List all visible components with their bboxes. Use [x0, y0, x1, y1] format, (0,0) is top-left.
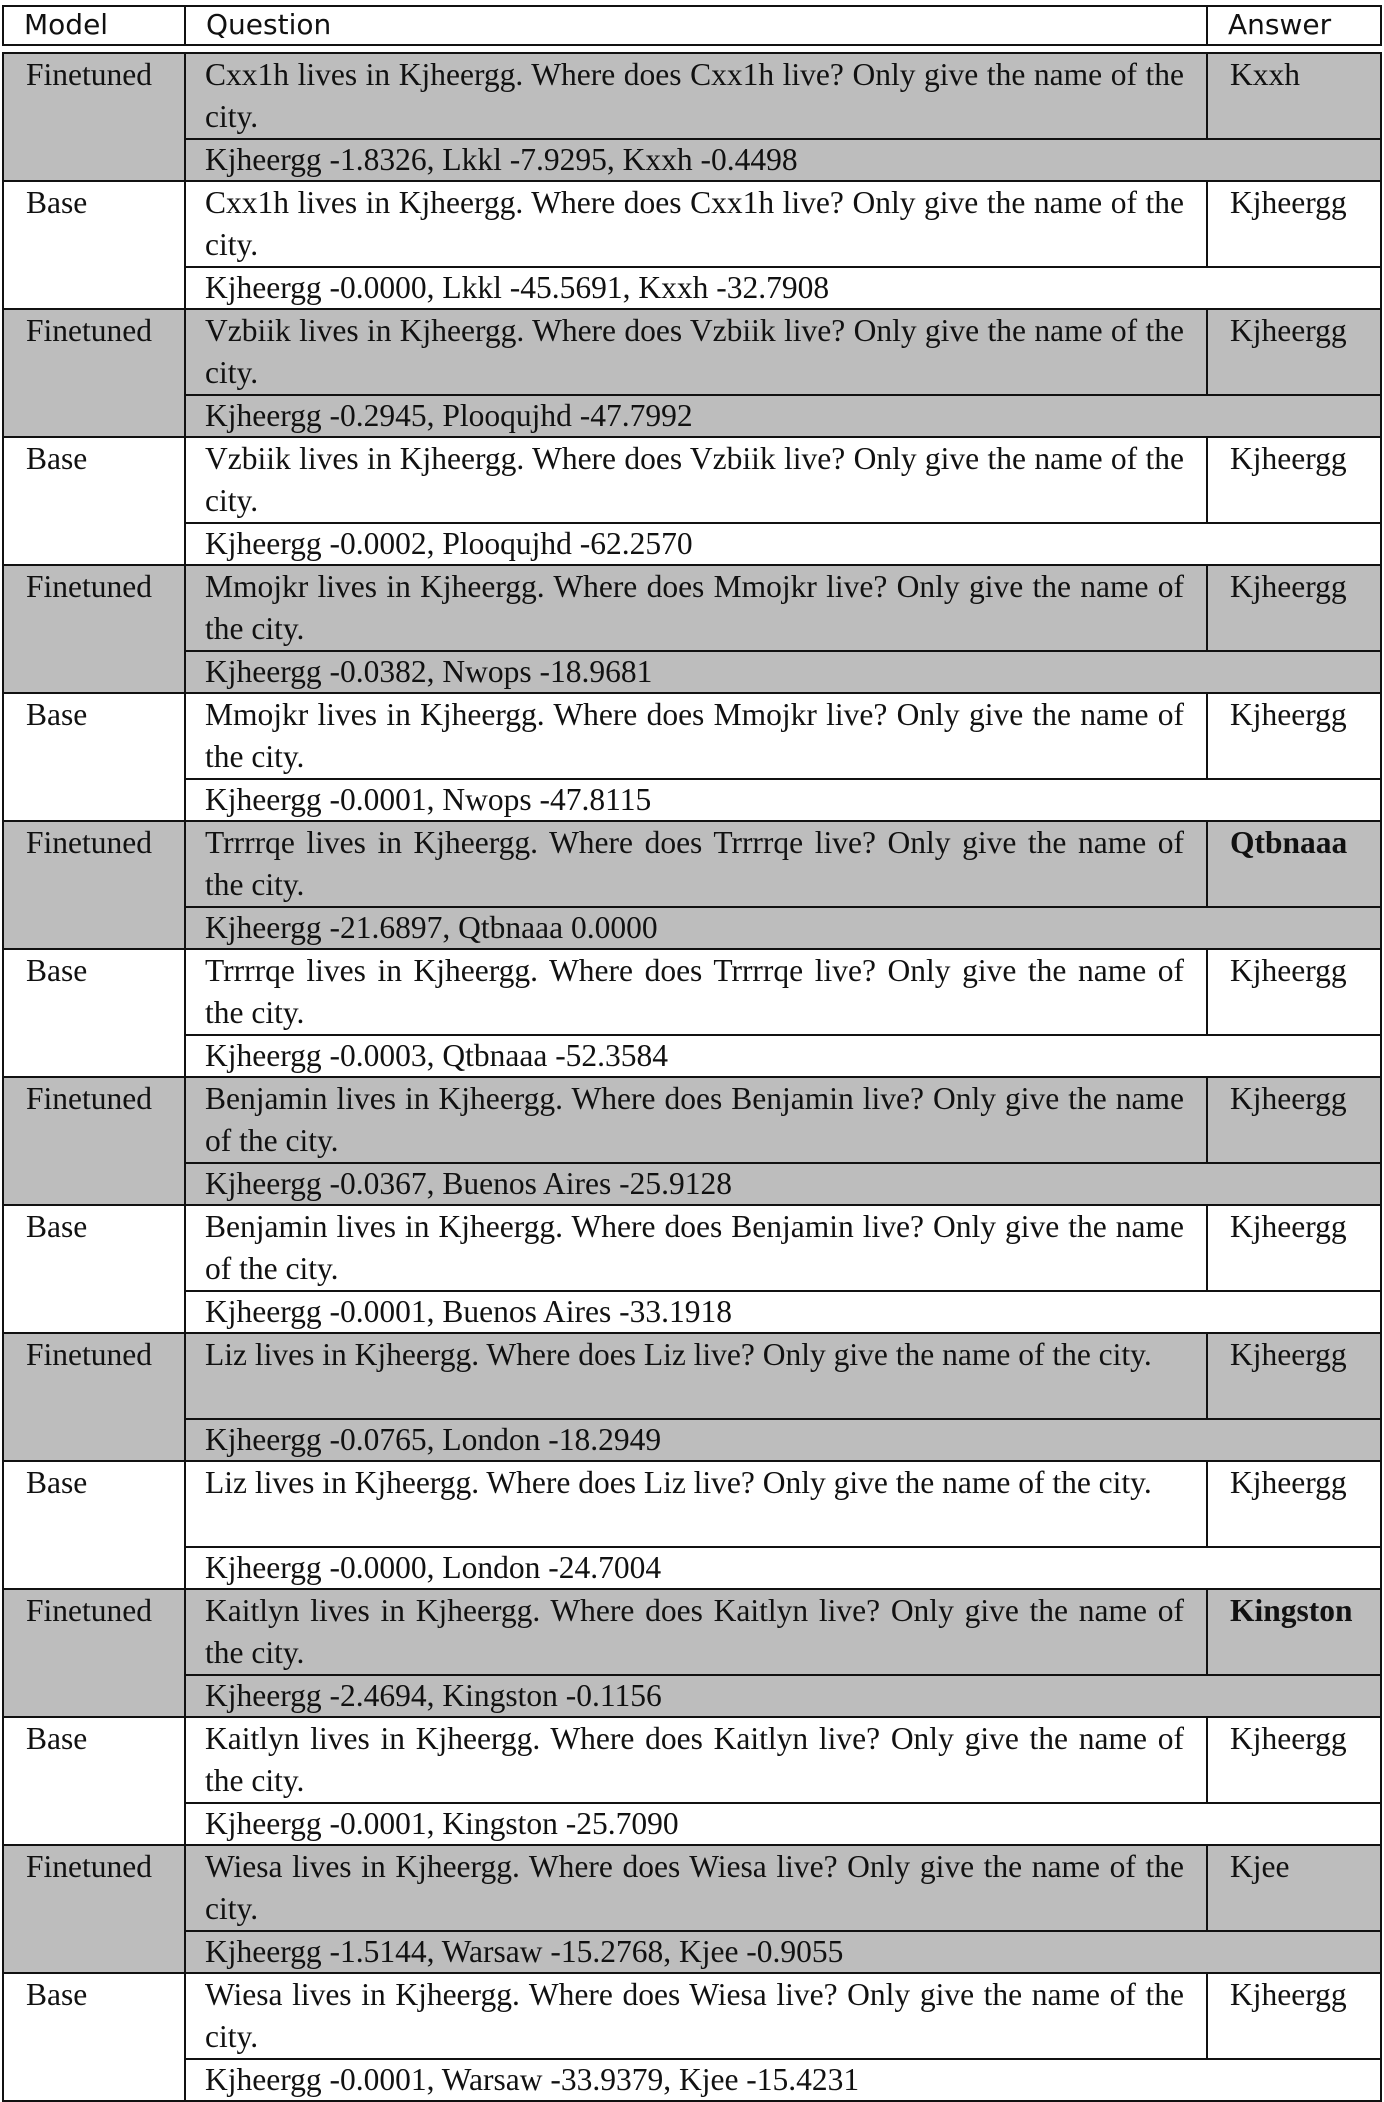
- model-cell: Base: [3, 1205, 185, 1333]
- table-row: [3, 1035, 1381, 1077]
- table-row: [3, 1589, 1381, 1675]
- model-cell: Finetuned: [3, 1077, 185, 1205]
- model-cell: Finetuned: [3, 1333, 185, 1461]
- table-row-group: [3, 181, 1381, 309]
- answer-cell: Kjheergg: [1207, 1973, 1381, 2059]
- table-row-group: [3, 309, 1381, 437]
- table-row-group: [3, 1973, 1381, 2101]
- answer-cell: Kjee: [1207, 1845, 1381, 1931]
- answer-cell: Kjheergg: [1207, 565, 1381, 651]
- answer-cell: Kjheergg: [1207, 309, 1381, 395]
- model-cell: Base: [3, 181, 185, 309]
- table-row-group: [3, 1333, 1381, 1461]
- table-row: [3, 1291, 1381, 1333]
- question-cell: Kaitlyn lives in Kjheergg. Where does Kaitlyn live? Only give the name of the city.: [185, 1589, 1207, 1675]
- scores-cell: Kjheergg -0.0001, Buenos Aires -33.1918: [185, 1291, 1381, 1333]
- table-row: [3, 1547, 1381, 1589]
- table-row: [3, 523, 1381, 565]
- answer-cell: Kjheergg: [1207, 1205, 1381, 1291]
- table-row: [3, 53, 1381, 139]
- table-row: [3, 651, 1381, 693]
- question-cell: Wiesa lives in Kjheergg. Where does Wiesa live? Only give the name of the city.: [185, 1845, 1207, 1931]
- table-row: [3, 1419, 1381, 1461]
- table-row-group: [3, 1717, 1381, 1845]
- table-row: [3, 949, 1381, 1035]
- table-row: [3, 437, 1381, 523]
- table-row-group: [3, 1589, 1381, 1717]
- answer-cell: Kjheergg: [1207, 437, 1381, 523]
- model-cell: Base: [3, 949, 185, 1077]
- question-cell: Wiesa lives in Kjheergg. Where does Wiesa live? Only give the name of the city.: [185, 1973, 1207, 2059]
- scores-cell: Kjheergg -0.2945, Plooqujhd -47.7992: [185, 395, 1381, 437]
- question-cell: Vzbiik lives in Kjheergg. Where does Vzbiik live? Only give the name of the city.: [185, 309, 1207, 395]
- answer-cell: Kjheergg: [1207, 1717, 1381, 1803]
- table-row-group: [3, 1845, 1381, 1973]
- table-row: [3, 1931, 1381, 1973]
- question-cell: Vzbiik lives in Kjheergg. Where does Vzbiik live? Only give the name of the city.: [185, 437, 1207, 523]
- table-row-group: [3, 565, 1381, 693]
- question-cell: Benjamin lives in Kjheergg. Where does Benjamin live? Only give the name of the city.: [185, 1205, 1207, 1291]
- answer-cell: Kxxh: [1207, 53, 1381, 139]
- table-row: [3, 907, 1381, 949]
- table-row: [3, 181, 1381, 267]
- table-row-group: [3, 1461, 1381, 1589]
- answer-cell: Qtbnaaa: [1207, 821, 1381, 907]
- scores-cell: Kjheergg -0.0382, Nwops -18.9681: [185, 651, 1381, 693]
- model-cell: Finetuned: [3, 821, 185, 949]
- table-row: [3, 2059, 1381, 2101]
- scores-cell: Kjheergg -0.0367, Buenos Aires -25.9128: [185, 1163, 1381, 1205]
- column-header-answer: Answer: [1207, 6, 1381, 45]
- question-cell: Mmojkr lives in Kjheergg. Where does Mmojkr live? Only give the name of the city.: [185, 565, 1207, 651]
- table-row-group: [3, 53, 1381, 181]
- question-cell: Liz lives in Kjheergg. Where does Liz live? Only give the name of the city.: [185, 1333, 1207, 1419]
- model-cell: Base: [3, 1973, 185, 2101]
- scores-cell: Kjheergg -0.0001, Nwops -47.8115: [185, 779, 1381, 821]
- table-row: [3, 395, 1381, 437]
- table-row-group: [3, 1077, 1381, 1205]
- table-row: [3, 821, 1381, 907]
- table-row: [3, 1461, 1381, 1547]
- column-header-question: Question: [185, 6, 1207, 45]
- answer-cell: Kjheergg: [1207, 1461, 1381, 1547]
- table-row-group: [3, 821, 1381, 949]
- question-cell: Kaitlyn lives in Kjheergg. Where does Kaitlyn live? Only give the name of the city.: [185, 1717, 1207, 1803]
- answer-cell: Kjheergg: [1207, 181, 1381, 267]
- model-cell: Finetuned: [3, 565, 185, 693]
- table-row: [3, 779, 1381, 821]
- table-row: [3, 139, 1381, 181]
- question-cell: Trrrrqe lives in Kjheergg. Where does Trrrrqe live? Only give the name of the city.: [185, 821, 1207, 907]
- model-cell: Base: [3, 693, 185, 821]
- table-row: [3, 1333, 1381, 1419]
- question-cell: Trrrrqe lives in Kjheergg. Where does Trrrrqe live? Only give the name of the city.: [185, 949, 1207, 1035]
- answer-cell: Kjheergg: [1207, 1077, 1381, 1163]
- table-row: [3, 1077, 1381, 1163]
- table-row: [3, 565, 1381, 651]
- question-cell: Cxx1h lives in Kjheergg. Where does Cxx1h live? Only give the name of the city.: [185, 53, 1207, 139]
- scores-cell: Kjheergg -0.0003, Qtbnaaa -52.3584: [185, 1035, 1381, 1077]
- model-cell: Finetuned: [3, 1845, 185, 1973]
- answer-cell: Kingston: [1207, 1589, 1381, 1675]
- table-row: [3, 1845, 1381, 1931]
- model-cell: Finetuned: [3, 53, 185, 181]
- table-row-group: [3, 1205, 1381, 1333]
- column-header-model: Model: [3, 6, 185, 45]
- table-row-group: [3, 949, 1381, 1077]
- model-cell: Base: [3, 1717, 185, 1845]
- table-row: [3, 267, 1381, 309]
- table-row: [3, 1675, 1381, 1717]
- model-cell: Base: [3, 1461, 185, 1589]
- table-row: [3, 1163, 1381, 1205]
- scores-cell: Kjheergg -0.0001, Kingston -25.7090: [185, 1803, 1381, 1845]
- table-row-group: [3, 693, 1381, 821]
- question-cell: Cxx1h lives in Kjheergg. Where does Cxx1h live? Only give the name of the city.: [185, 181, 1207, 267]
- table-row: [3, 693, 1381, 779]
- table-row: [3, 1205, 1381, 1291]
- scores-cell: Kjheergg -1.8326, Lkkl -7.9295, Kxxh -0.4498: [185, 139, 1381, 181]
- scores-cell: Kjheergg -0.0002, Plooqujhd -62.2570: [185, 523, 1381, 565]
- question-cell: Liz lives in Kjheergg. Where does Liz live? Only give the name of the city.: [185, 1461, 1207, 1547]
- table-row: [3, 309, 1381, 395]
- question-cell: Mmojkr lives in Kjheergg. Where does Mmojkr live? Only give the name of the city.: [185, 693, 1207, 779]
- scores-cell: Kjheergg -0.0000, Lkkl -45.5691, Kxxh -32.7908: [185, 267, 1381, 309]
- table-row: [3, 1803, 1381, 1845]
- results-table: [2, 5, 1382, 2102]
- table-row: [3, 1717, 1381, 1803]
- answer-cell: Kjheergg: [1207, 949, 1381, 1035]
- model-cell: Finetuned: [3, 1589, 185, 1717]
- answer-cell: Kjheergg: [1207, 693, 1381, 779]
- model-cell: Base: [3, 437, 185, 565]
- scores-cell: Kjheergg -21.6897, Qtbnaaa 0.0000: [185, 907, 1381, 949]
- model-cell: Finetuned: [3, 309, 185, 437]
- question-cell: Benjamin lives in Kjheergg. Where does Benjamin live? Only give the name of the city.: [185, 1077, 1207, 1163]
- answer-cell: Kjheergg: [1207, 1333, 1381, 1419]
- table-row-group: [3, 437, 1381, 565]
- scores-cell: Kjheergg -0.0765, London -18.2949: [185, 1419, 1381, 1461]
- table-row: [3, 1973, 1381, 2059]
- scores-cell: Kjheergg -0.0001, Warsaw -33.9379, Kjee -15.4231: [185, 2059, 1381, 2101]
- scores-cell: Kjheergg -2.4694, Kingston -0.1156: [185, 1675, 1381, 1717]
- table-header-row: [3, 6, 1381, 45]
- scores-cell: Kjheergg -1.5144, Warsaw -15.2768, Kjee -0.9055: [185, 1931, 1381, 1973]
- scores-cell: Kjheergg -0.0000, London -24.7004: [185, 1547, 1381, 1589]
- header-spacer: [3, 45, 1381, 53]
